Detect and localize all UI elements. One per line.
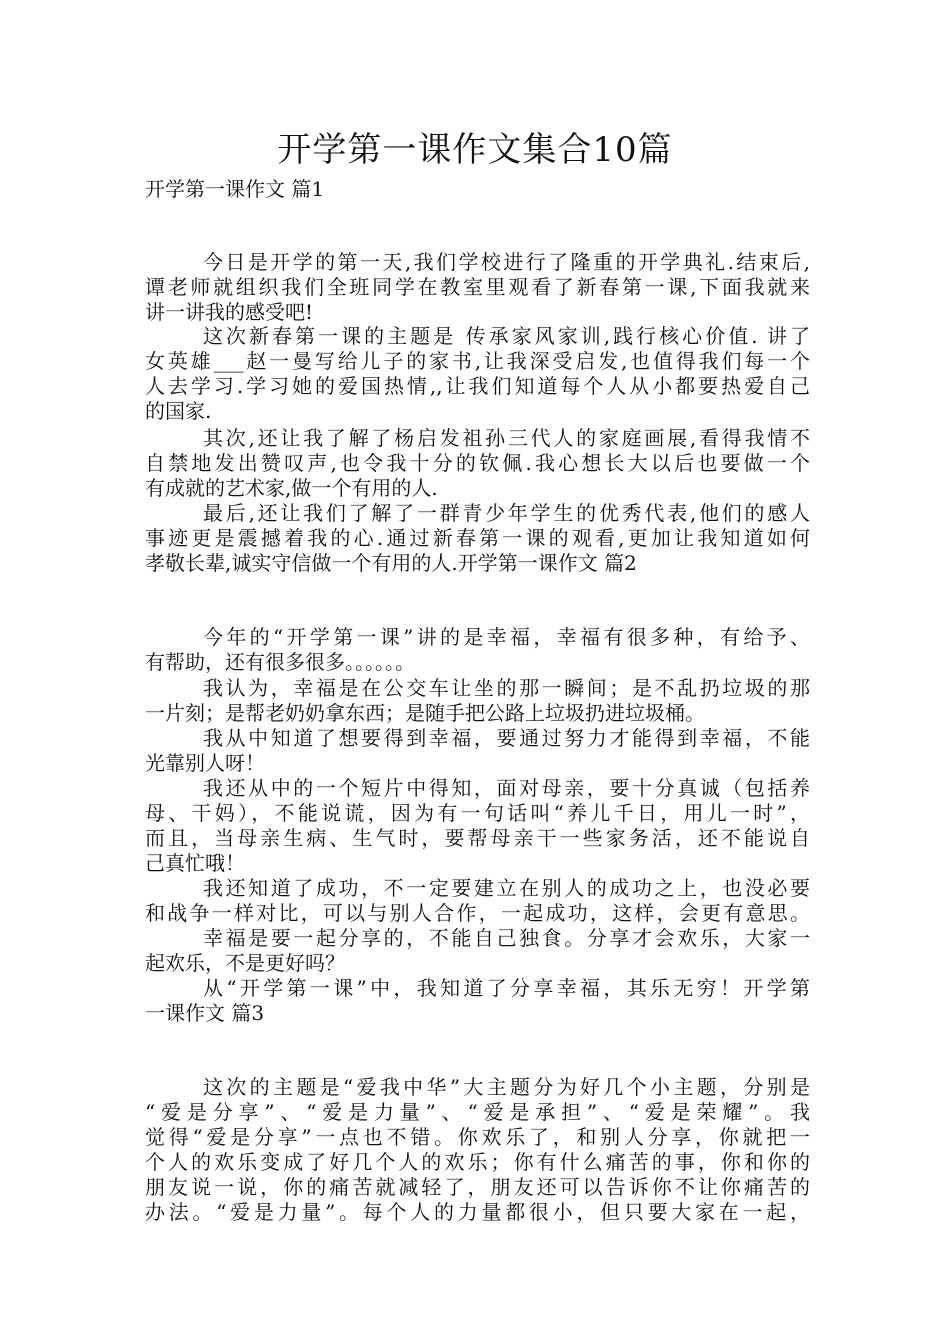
body-line: 我从中知道了想要得到幸福，要通过努力才能得到幸福，不能 (203, 726, 810, 750)
body-line: 我还知道了成功，不一定要建立在别人的成功之上，也没必要 (203, 876, 810, 900)
body-line: 己真忙哦！ (145, 851, 245, 875)
body-line: 其次,还让我了解了杨启发祖孙三代人的家庭画展,看得我情不 (203, 426, 810, 450)
body-line: 一片刻；是帮老奶奶拿东西；是随手把公路上垃圾扔进垃圾桶。 (145, 701, 705, 725)
body-line: 事迹更是震撼着我的心.通过新春第一课的观看,更加让我知道如何 (145, 526, 810, 550)
body-line: 个人的欢乐变成了好几个人的欢乐；你有什么痛苦的事，你和你的 (145, 1150, 810, 1174)
body-line: 自禁地发出赞叹声,也令我十分的钦佩.我心想长大以后也要做一个 (145, 451, 810, 475)
body-line: 光靠别人呀！ (145, 751, 265, 775)
body-line: 有帮助，还有很多很多。。。。。。 (145, 650, 415, 674)
body-line: 今日是开学的第一天,我们学校进行了隆重的开学典礼.结束后, (203, 250, 810, 274)
body-line: 今年的“开学第一课”讲的是幸福，幸福有很多种，有给予、 (203, 625, 810, 649)
body-line: 一课作文 篇3 (145, 1001, 265, 1025)
body-line: 母、干妈），不能说谎，因为有一句话叫“养儿千日，用儿一时”， (145, 801, 810, 825)
body-line: 而且，当母亲生病、生气时，要帮母亲干一些家务活，还不能说自 (145, 826, 810, 850)
body-line: 孝敬长辈,诚实守信做一个有用的人.开学第一课作文 篇2 (145, 551, 637, 575)
body-line: 从“开学第一课”中，我知道了分享幸福，其乐无穷！开学第 (203, 976, 810, 1000)
body-line: 女英雄___赵一曼写给儿子的家书,让我深受启发,也值得我们每一个 (145, 349, 810, 373)
body-line: 最后,还让我们了解了一群青少年学生的优秀代表,他们的感人 (203, 501, 810, 525)
body-line: 幸福是要一起分享的，不能自己独食。分享才会欢乐，大家一 (203, 926, 810, 950)
body-line: 朋友说一说，你的痛苦就减轻了，朋友还可以告诉你不让你痛苦的 (145, 1175, 810, 1199)
body-line: 这次新春第一课的主题是 传承家风家训,践行核心价值. 讲了 (203, 324, 810, 348)
body-line: 有成就的艺术家,做一个有用的人. (145, 476, 438, 500)
body-line: 和战争一样对比，可以与别人合作，一起成功，这样，会更有意思。 (145, 901, 810, 925)
body-line: 这次的主题是“爱我中华”大主题分为好几个小主题，分别是 (203, 1075, 810, 1099)
body-line: 办法。“爱是力量”。每个人的力量都很小，但只要大家在一起， (145, 1200, 810, 1224)
body-line: 人去学习.学习她的爱国热情,,让我们知道每个人从小都要热爱自己 (145, 374, 810, 398)
body-line: 起欢乐，不是更好吗？ (145, 951, 345, 975)
body-line: 谭老师就组织我们全班同学在教室里观看了新春第一课,下面我就来 (145, 275, 810, 299)
body-line: 的国家. (145, 399, 212, 423)
document-title: 开学第一课作文集合10篇 (277, 130, 673, 170)
section-heading: 开学第一课作文 篇1 (145, 177, 325, 201)
body-line: 觉得“爱是分享”一点也不错。你欢乐了，和别人分享，你就把一 (145, 1125, 810, 1149)
body-line: “爱是分享”、“爱是力量”、“爱是承担”、“爱是荣耀”。我 (145, 1100, 810, 1124)
body-line: 讲一讲我的感受吧! (145, 300, 314, 324)
body-line: 我认为，幸福是在公交车让坐的那一瞬间；是不乱扔垃圾的那 (203, 676, 810, 700)
body-line: 我还从中的一个短片中得知，面对母亲，要十分真诚（包括养 (203, 776, 810, 800)
